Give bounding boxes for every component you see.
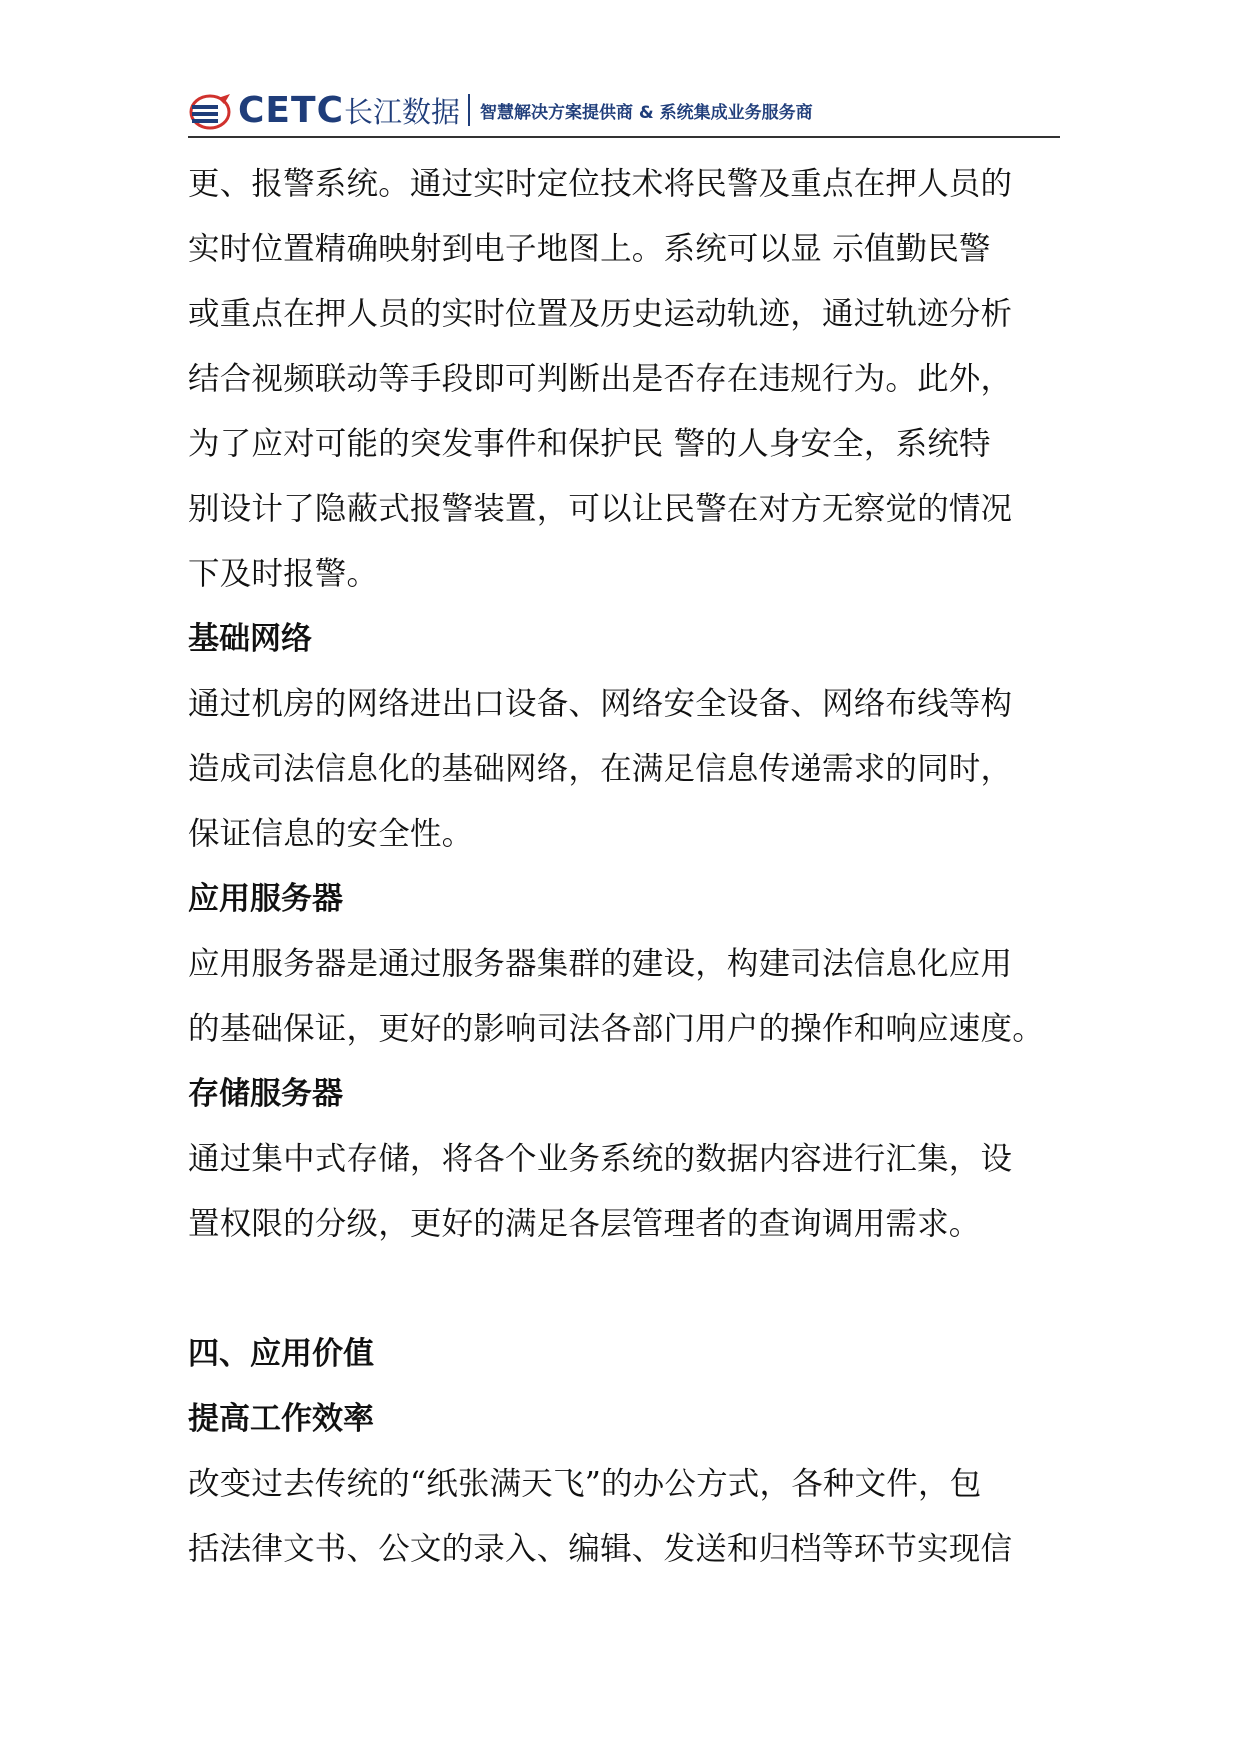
header-tagline: 智慧解决方案提供商 & 系统集成业务服务商 (480, 103, 813, 123)
brand-chinese-name: 长江数据 (344, 95, 461, 129)
section-heading-storage: 存储服务器 (188, 1076, 343, 1112)
paragraph-line: 下及时报警。 (188, 556, 379, 592)
document-body (188, 152, 1068, 1582)
blank-line (188, 1257, 1068, 1322)
paragraph-line: 或重点在押人员的实时位置及历史运动轨迹，通过轨迹分析 (188, 296, 1013, 332)
paragraph-line: 更、报警系统。通过实时定位技术将民警及重点在押人员的 (188, 166, 1013, 202)
cetc-logo-icon (188, 92, 234, 132)
paragraph-line: 通过机房的网络进出口设备、网络安全设备、网络布线等构 (188, 686, 1013, 722)
paragraph-line: 通过集中式存储，将各个业务系统的数据内容进行汇集，设 (188, 1141, 1013, 1177)
paragraph-line: 改变过去传统的“纸张满天飞”的办公方式，各种文件，包 (188, 1466, 982, 1502)
paragraph-line: 保证信息的安全性。 (188, 816, 474, 852)
section-heading-network: 基础网络 (188, 621, 312, 657)
paragraph-line: 应用服务器是通过服务器集群的建设，构建司法信息化应用 (188, 946, 1013, 982)
paragraph-line: 造成司法信息化的基础网络，在满足信息传递需求的同时， (188, 751, 1013, 787)
paragraph-line: 括法律文书、公文的录入、编辑、发送和归档等环节实现信 (188, 1531, 1013, 1567)
section-heading-app-server: 应用服务器 (188, 881, 343, 917)
brand-name: CETC (238, 90, 344, 131)
header-separator (468, 94, 470, 126)
chapter-heading-application-value: 四、应用价值 (188, 1336, 374, 1372)
paragraph-line: 置权限的分级，更好的满足各层管理者的查询调用需求。 (188, 1206, 981, 1242)
paragraph-line: 实时位置精确映射到电子地图上。系统可以显 示值勤民警 (188, 231, 991, 267)
header-rule (188, 136, 1060, 138)
paragraph-line: 为了应对可能的突发事件和保护民 警的人身安全，系统特 (188, 426, 991, 462)
paragraph-line: 结合视频联动等手段即可判断出是否存在违规行为。此外， (188, 361, 1013, 397)
paragraph-line: 的基础保证，更好的影响司法各部门用户的操作和响应速度。 (188, 1011, 1044, 1047)
paragraph-line: 别设计了隐蔽式报警装置，可以让民警在对方无察觉的情况 (188, 491, 1013, 527)
section-heading-efficiency: 提高工作效率 (188, 1401, 374, 1437)
page-header (188, 88, 1060, 138)
